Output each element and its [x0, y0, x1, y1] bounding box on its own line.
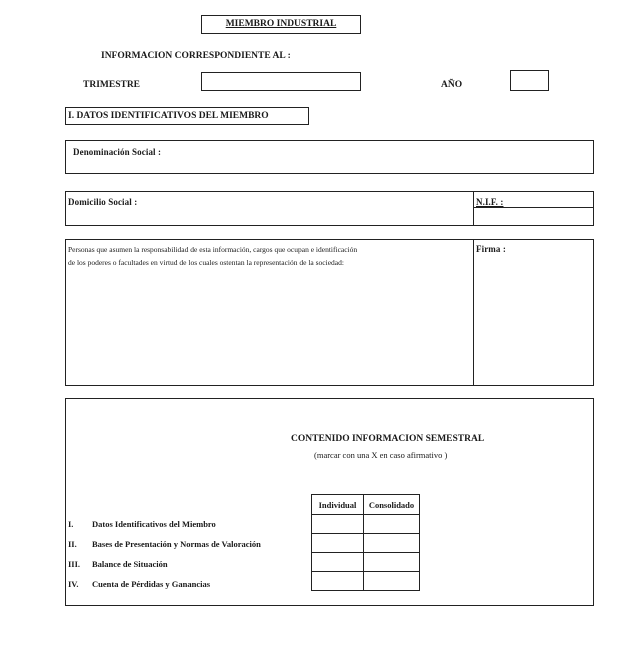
- contenido-subtitle: (marcar con una X en caso afirmativo ): [314, 450, 448, 460]
- trimestre-field[interactable]: [201, 72, 361, 91]
- checkbox-consolidado-row1[interactable]: [363, 514, 420, 534]
- checkbox-individual-row1[interactable]: [311, 514, 364, 534]
- section1-title-box: [65, 107, 309, 125]
- row-text: Balance de Situación: [92, 559, 168, 569]
- denominacion-social-box[interactable]: [65, 140, 594, 174]
- row-label-4: [68, 579, 210, 589]
- responsables-field[interactable]: [66, 270, 471, 383]
- contenido-box: [65, 398, 594, 606]
- domicilio-social-field[interactable]: [66, 206, 472, 224]
- row-text: Cuenta de Pérdidas y Ganancias: [92, 579, 211, 589]
- domicilio-social-label: Domicilio Social :: [68, 197, 138, 207]
- responsables-line2: de los poderes o facultades en virtud de los cuales ostentan la representación de la sociedad:: [68, 258, 344, 267]
- anio-value: [511, 76, 514, 86]
- checkbox-consolidado-row3[interactable]: [363, 552, 420, 572]
- row-text: Bases de Presentación y Normas de Valoración: [92, 539, 261, 549]
- checkbox-consolidado-row4[interactable]: [363, 571, 420, 591]
- row-label-1: [68, 519, 216, 529]
- nif-field[interactable]: [474, 207, 592, 224]
- firma-field[interactable]: [474, 255, 591, 383]
- contenido-title: CONTENIDO INFORMACION SEMESTRAL: [291, 434, 485, 444]
- denominacion-social-label: Denominación Social :: [73, 147, 162, 157]
- checkbox-individual-row3[interactable]: [311, 552, 364, 572]
- checkbox-individual-row2[interactable]: [311, 533, 364, 553]
- info-label: INFORMACION CORRESPONDIENTE AL :: [101, 51, 291, 61]
- responsables-line1: Personas que asumen la responsabilidad de esta información, cargos que ocupan e identificación: [68, 245, 358, 254]
- column-header-individual: Individual: [311, 494, 364, 515]
- section1-title: I. DATOS IDENTIFICATIVOS DEL MIEMBRO: [68, 111, 269, 121]
- row-number: I.: [68, 519, 74, 529]
- row-label-2: [68, 539, 261, 549]
- form-title: MIEMBRO INDUSTRIAL: [225, 19, 337, 29]
- checkbox-consolidado-row2[interactable]: [363, 533, 420, 553]
- row-label-3: [68, 559, 168, 569]
- row-number: IV.: [68, 579, 79, 589]
- nif-label: N.I.F. :: [476, 197, 504, 207]
- trimestre-value: [202, 78, 205, 88]
- column-header-consolidado: Consolidado: [363, 494, 420, 515]
- firma-label: Firma :: [476, 244, 506, 254]
- trimestre-label: TRIMESTRE: [83, 80, 141, 90]
- anio-field[interactable]: [510, 70, 549, 91]
- row-number: II.: [68, 539, 77, 549]
- anio-label: AÑO: [441, 80, 463, 90]
- checkbox-individual-row4[interactable]: [311, 571, 364, 591]
- form-title-box: [201, 15, 361, 34]
- row-number: III.: [68, 559, 81, 569]
- row-text: Datos Identificativos del Miembro: [92, 519, 216, 529]
